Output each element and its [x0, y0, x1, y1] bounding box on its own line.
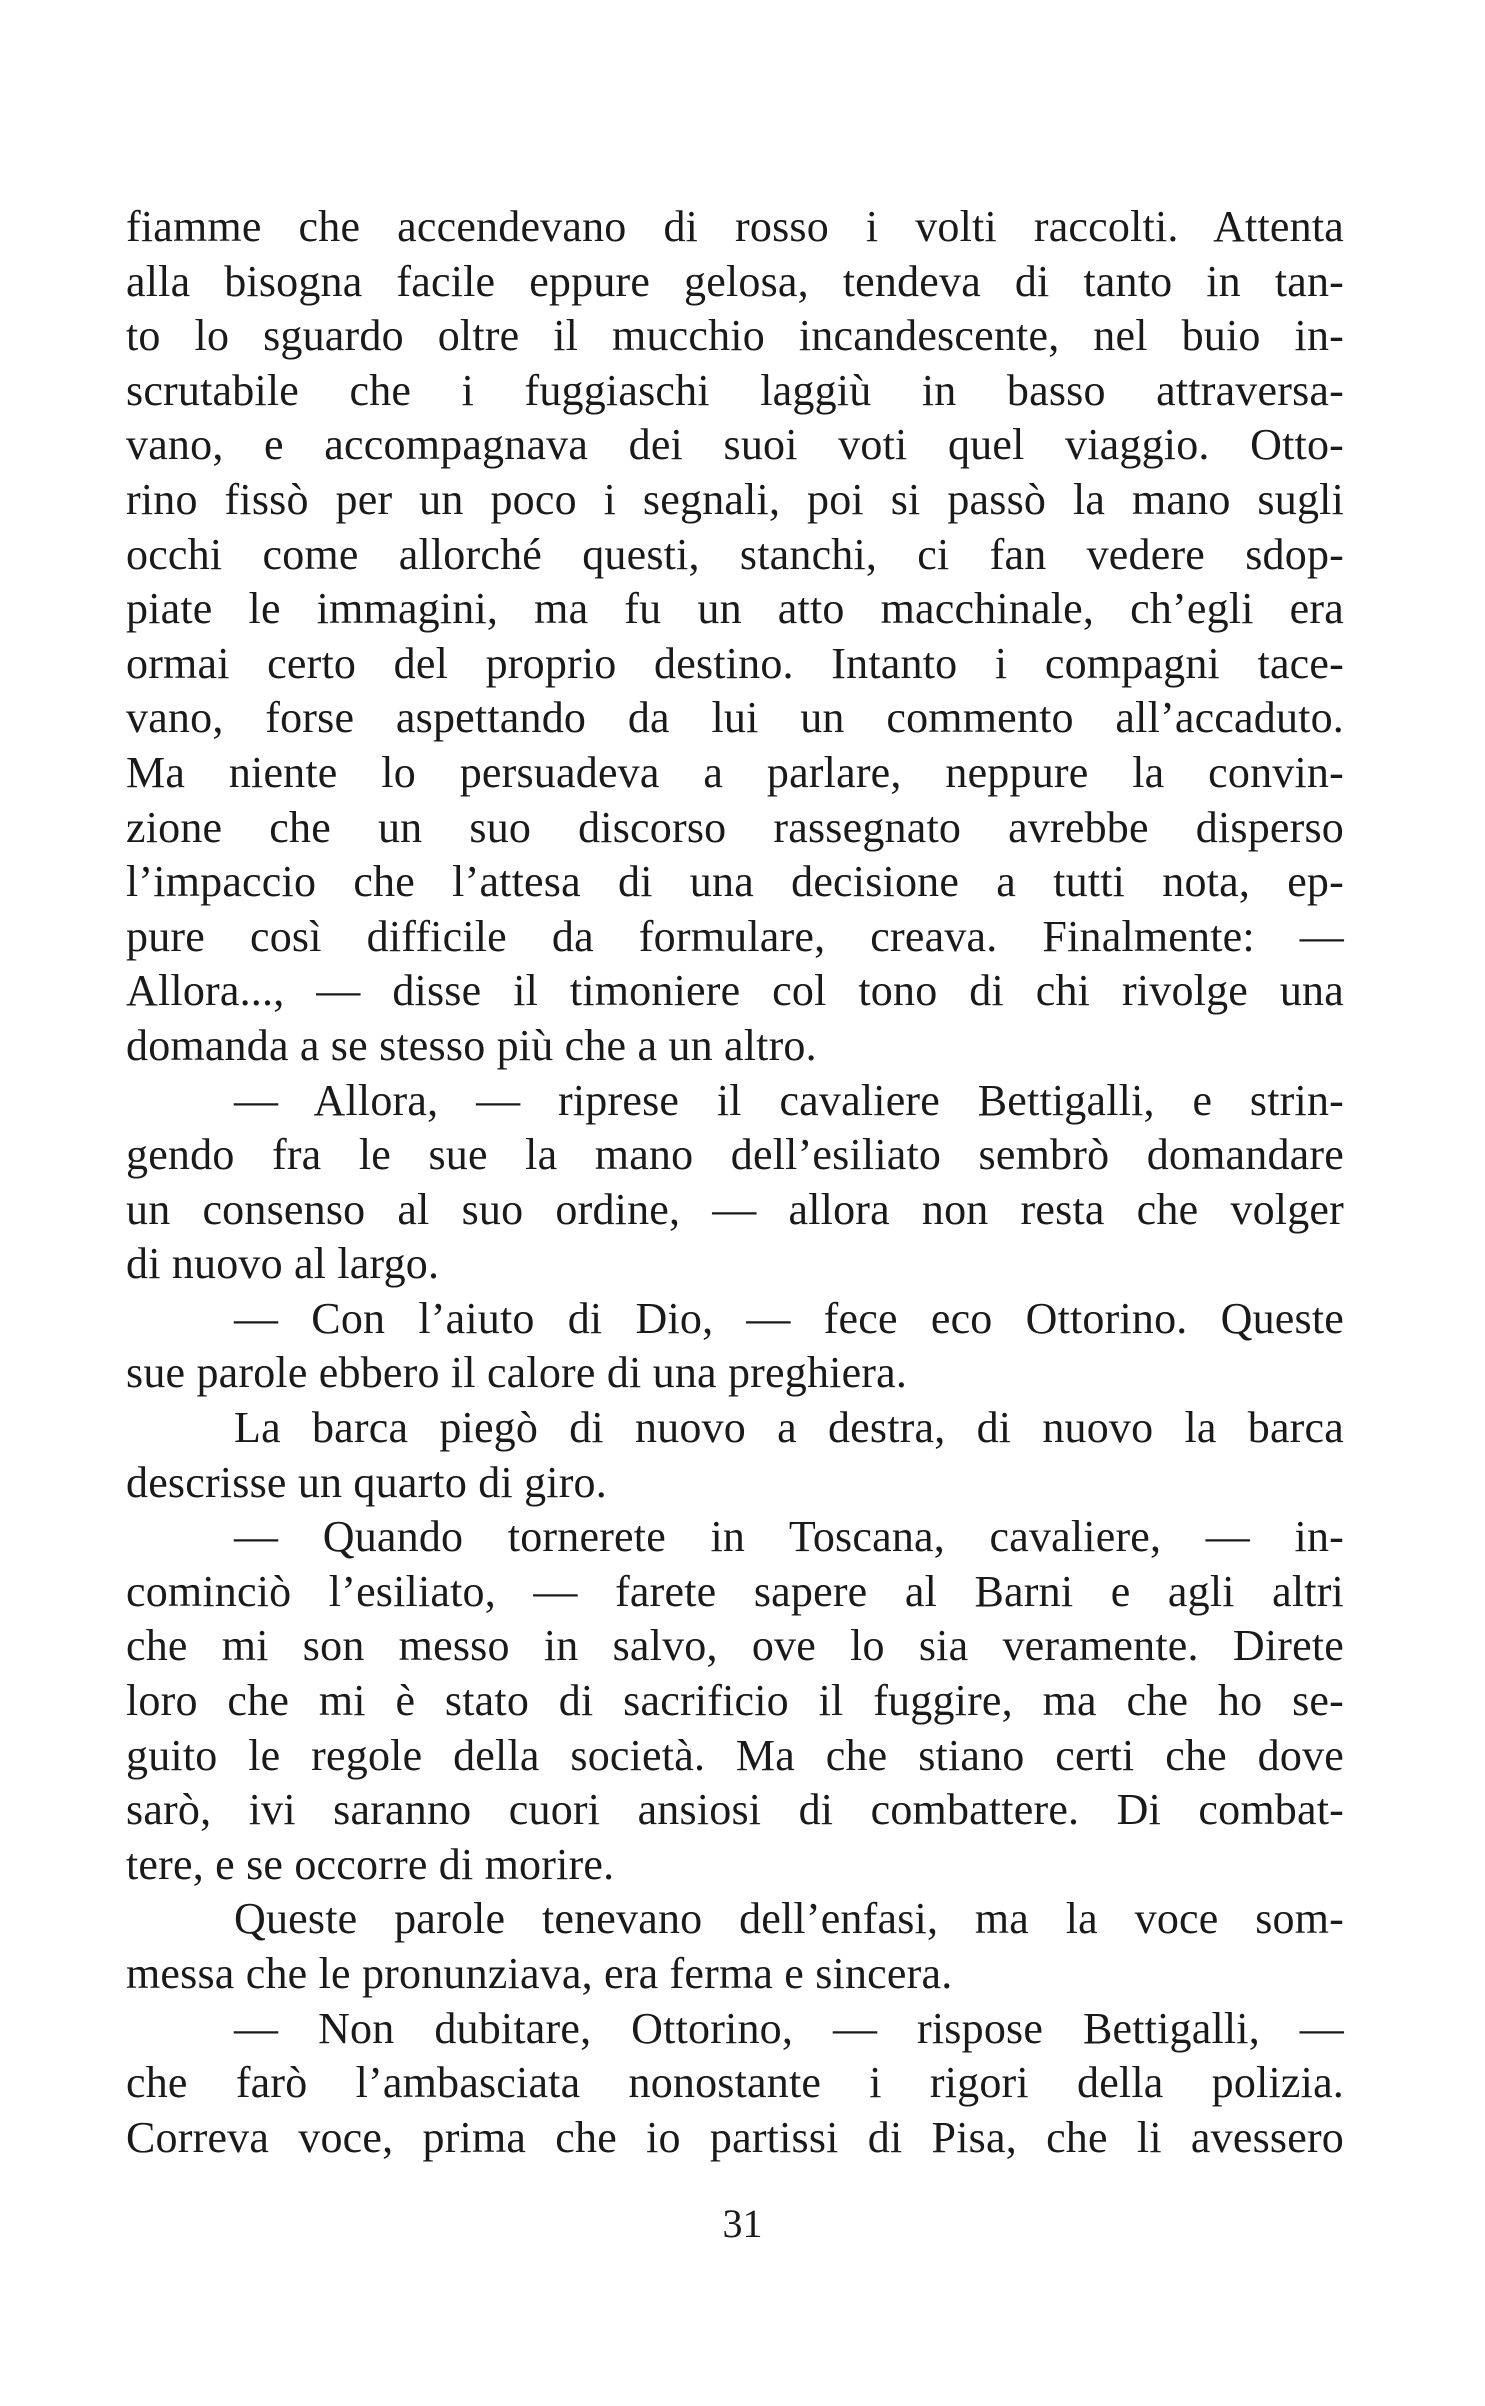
- text-line: sarò, ivi saranno cuori ansiosi di combattere. Di combat-: [126, 1785, 1344, 1835]
- text-line: — Allora, — riprese il cavaliere Bettigalli, e strin-: [234, 1075, 1344, 1125]
- text-line: sue parole ebbero il calore di una preghiera.: [126, 1348, 908, 1398]
- text-line: Allora..., — disse il timoniere col tono di chi rivolge una: [126, 966, 1344, 1016]
- text-line: — Con l’aiuto di Dio, — fece eco Ottorino. Queste: [234, 1293, 1344, 1343]
- text-line: to lo sguardo oltre il mucchio incandescente, nel buio in-: [126, 311, 1344, 361]
- text-line: vano, e accompagnava dei suoi voti quel viaggio. Otto-: [126, 420, 1344, 470]
- text-line: domanda a se stesso più che a un altro.: [126, 1020, 817, 1070]
- text-line: che mi son messo in salvo, ove lo sia veramente. Direte: [126, 1621, 1344, 1671]
- text-line: vano, forse aspettando da lui un commento all’accaduto.: [126, 693, 1344, 743]
- text-line: un consenso al suo ordine, — allora non resta che volger: [126, 1184, 1344, 1234]
- text-line: messa che le pronunziava, era ferma e sincera.: [126, 1949, 953, 1998]
- text-line: — Non dubitare, Ottorino, — rispose Bettigalli, —: [234, 2003, 1344, 2053]
- text-line: — Quando tornerete in Toscana, cavaliere, — in-: [234, 1512, 1344, 1562]
- text-line: Queste parole tenevano dell’enfasi, ma la voce som-: [234, 1894, 1344, 1944]
- text-line: gendo fra le sue la mano dell’esiliato sembrò domandare: [126, 1130, 1344, 1180]
- text-line: tere, e se occorre di morire.: [126, 1839, 615, 1889]
- text-line: l’impaccio che l’attesa di una decisione a tutti nota, ep-: [126, 857, 1344, 907]
- text-line: zione che un suo discorso rassegnato avrebbe disperso: [126, 802, 1344, 852]
- text-line: pure così difficile da formulare, creava. Finalmente: —: [126, 911, 1344, 961]
- text-line: cominciò l’esiliato, — farete sapere al Barni e agli altri: [126, 1566, 1344, 1616]
- text-line: piate le immagini, ma fu un atto macchinale, ch’egli era: [126, 584, 1344, 634]
- text-line: scrutabile che i fuggiaschi laggiù in basso attraversa-: [126, 365, 1344, 415]
- text-line: di nuovo al largo.: [126, 1239, 440, 1289]
- text-line: La barca piegò di nuovo a destra, di nuovo la barca: [234, 1403, 1344, 1453]
- text-line: rino fissò per un poco i segnali, poi si passò la mano sugli: [126, 474, 1344, 524]
- text-line: alla bisogna facile eppure gelosa, tendeva di tanto in tan-: [126, 256, 1344, 306]
- text-line: loro che mi è stato di sacrificio il fuggire, ma che ho se-: [126, 1676, 1344, 1726]
- text-line: che farò l’ambasciata nonostante i rigori della polizia.: [126, 2058, 1344, 2108]
- text-line: fiamme che accendevano di rosso i volti raccolti. Attenta: [126, 202, 1344, 251]
- text-line: ormai certo del proprio destino. Intanto i compagni tace-: [126, 638, 1344, 688]
- body-text: [126, 200, 1344, 2165]
- text-line: occhi come allorché questi, stanchi, ci fan vedere sdop-: [126, 529, 1344, 579]
- page-number: 31: [722, 2201, 763, 2246]
- text-line: guito le regole della società. Ma che stiano certi che dove: [126, 1730, 1344, 1780]
- text-line: Ma niente lo persuadeva a parlare, neppure la convin-: [126, 747, 1344, 797]
- text-line: Correva voce, prima che io partissi di Pisa, che li avessero: [126, 2112, 1344, 2162]
- text-line: descrisse un quarto di giro.: [126, 1457, 607, 1507]
